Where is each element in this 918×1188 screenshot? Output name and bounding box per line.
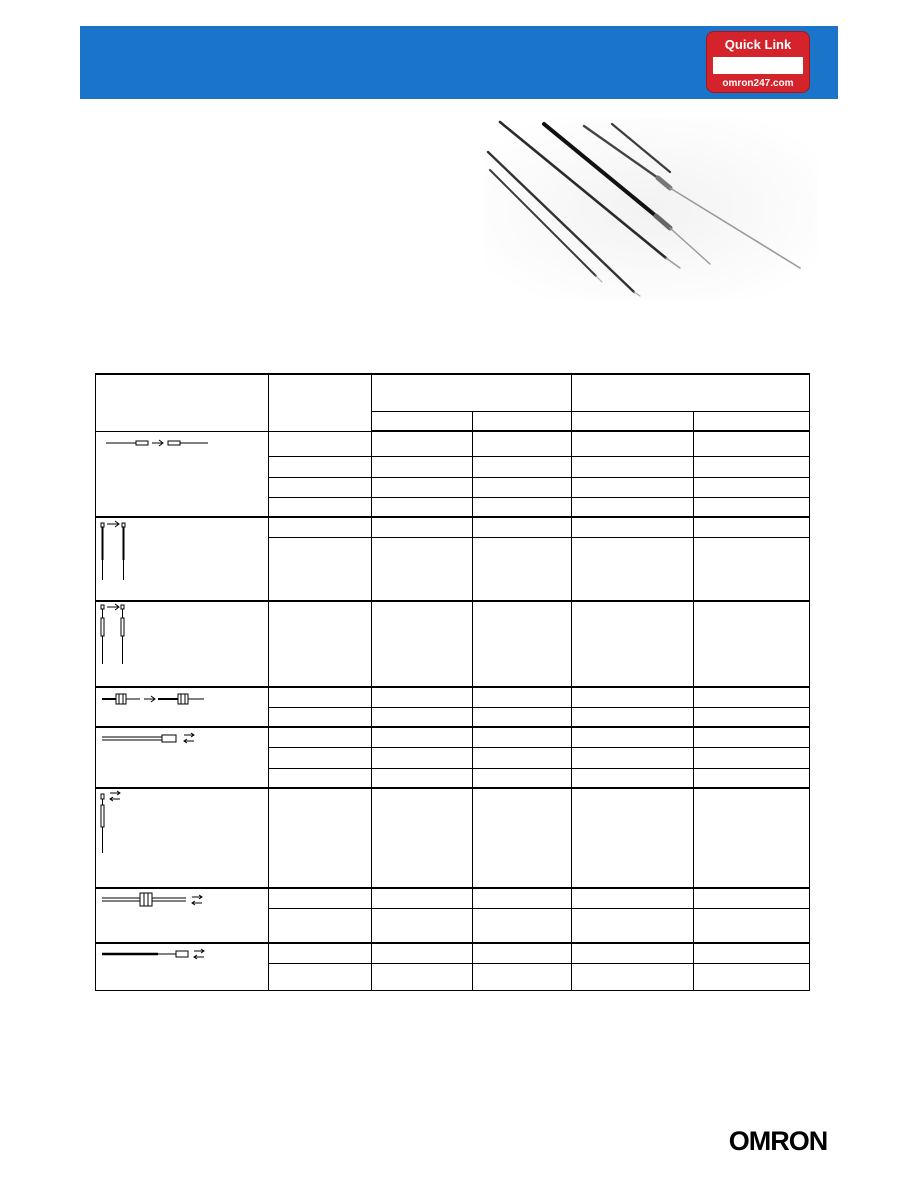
table-cell [372,707,473,727]
table-cell [694,747,810,768]
table-cell [572,747,694,768]
table-cell [269,601,372,687]
table-cell [694,456,810,477]
table-row [96,727,810,747]
table-cell [372,888,473,908]
table-cell [572,943,694,963]
table-cell [372,477,473,497]
table-cell [694,908,810,943]
table-cell [473,963,572,990]
table-cell [572,687,694,707]
table-cell [473,908,572,943]
table-cell [269,788,372,888]
table-cell [572,601,694,687]
through-beam-side-view-icon [96,518,136,584]
through-beam-nut-mount-icon [96,688,216,710]
type-cell [96,687,269,727]
table-cell [372,537,473,601]
specification-table [95,373,810,991]
type-cell [96,727,269,788]
table-cell [473,497,572,517]
type-cell [96,788,269,888]
table-cell [572,456,694,477]
product-photo [484,118,818,300]
diffuse-threaded-icon [96,728,216,750]
quick-link-title: Quick Link [724,37,792,52]
table-cell [372,687,473,707]
table-cell [572,888,694,908]
table-cell [269,687,372,707]
table-cell [372,747,473,768]
table-cell [372,456,473,477]
quick-link-code-box [713,57,803,74]
table-cell [694,943,810,963]
table-cell [572,497,694,517]
table-cell [473,943,572,963]
diffuse-side-view-icon [96,789,136,855]
table-cell [572,431,694,456]
table-cell [269,963,372,990]
table-cell [473,747,572,768]
table-cell [269,431,372,456]
subheader-cell [694,411,810,431]
table-cell [372,727,473,747]
type-cell [96,431,269,517]
table-cell [694,601,810,687]
table-cell [372,788,473,888]
table-cell [694,888,810,908]
table-cell [694,687,810,707]
table-cell [473,727,572,747]
table-cell [269,908,372,943]
table-cell [372,908,473,943]
table-cell [473,477,572,497]
table-cell [473,537,572,601]
table-cell [572,963,694,990]
header-cell-type [96,374,269,431]
table-cell [694,477,810,497]
subheader-cell [372,411,473,431]
header-cell-group-a [372,374,572,411]
table-cell [372,768,473,788]
table-cell [269,477,372,497]
table-cell [473,517,572,537]
table-cell [572,537,694,601]
table-cell [572,768,694,788]
table-row [96,943,810,963]
header-cell-group-b [572,374,810,411]
table-cell [694,963,810,990]
table-cell [269,943,372,963]
table-cell [572,707,694,727]
table-cell [694,431,810,456]
table-cell [372,517,473,537]
table-cell [372,943,473,963]
table-cell [372,431,473,456]
table-cell [473,431,572,456]
table-cell [269,497,372,517]
table-cell [572,908,694,943]
table-row [96,431,810,456]
through-beam-threaded-icon [96,432,216,454]
type-cell [96,601,269,687]
table-cell [694,537,810,601]
header-cell-model [269,374,372,431]
table-cell [572,517,694,537]
type-cell [96,517,269,601]
diffuse-nut-mount-icon [96,889,216,911]
table-cell [269,727,372,747]
subheader-cell [572,411,694,431]
type-cell [96,943,269,990]
table-cell [372,497,473,517]
table-cell [269,707,372,727]
table-cell [694,517,810,537]
omron-logo [726,1127,830,1155]
table-cell [473,707,572,727]
table-cell [694,707,810,727]
subheader-cell [473,411,572,431]
table-cell [372,963,473,990]
type-cell [96,888,269,943]
table-cell [694,497,810,517]
quick-link-badge[interactable] [706,31,810,93]
table-row [96,888,810,908]
table-cell [473,888,572,908]
table-cell [694,788,810,888]
table-row [96,687,810,707]
diffuse-sleeve-icon [96,944,216,966]
table-cell [269,537,372,601]
table-cell [473,788,572,888]
table-cell [572,788,694,888]
through-beam-side-view-sleeve-icon [96,602,136,668]
table-cell [269,456,372,477]
table-cell [473,687,572,707]
table-cell [269,517,372,537]
table-row [96,788,810,888]
table-cell [694,727,810,747]
table-cell [269,747,372,768]
table-row [96,601,810,687]
quick-link-url[interactable]: omron247.com [722,78,794,89]
table-cell [269,768,372,788]
table-row [96,517,810,537]
table-cell [372,601,473,687]
logo-text: OMRON [728,1127,828,1155]
table-cell [269,888,372,908]
table-cell [473,601,572,687]
table-cell [572,727,694,747]
table-header-row [96,374,810,411]
table-cell [694,768,810,788]
table-cell [473,768,572,788]
table-cell [473,456,572,477]
table-cell [572,477,694,497]
